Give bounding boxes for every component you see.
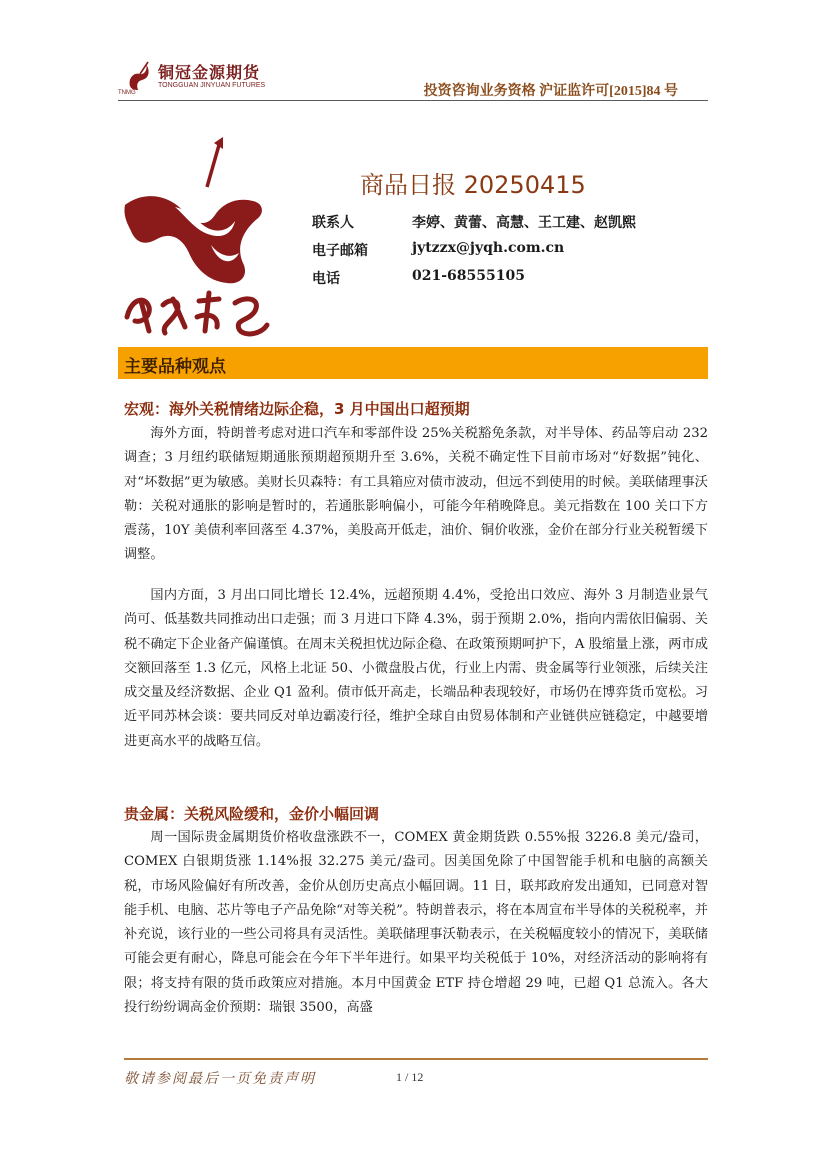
logo-abbr: TNMG — [118, 90, 136, 96]
header-divider — [118, 100, 708, 101]
footer-divider — [124, 1058, 708, 1060]
phone-label: 电话 — [312, 271, 340, 287]
page-number: 1 / 12 — [396, 1070, 424, 1084]
emblem-graphic-icon — [115, 135, 285, 345]
precious-metals-heading: 贵金属：关税风险缓和，金价小幅回调 — [124, 805, 380, 823]
macro-paragraph-overseas: 海外方面，特朗普考虑对进口汽车和零部件设 25%关税豁免条款，对半导体、药品等启动 232 调查；3 月纽约联储短期通胀预期超预期升至 3.6%，关税不确定性下目前市场对“好数据”钝化、对“坏数据”更为敏感。美财长贝森特：有工具箱应对债市波动，但远不到使用的时候。美联储理事沃勒：关税对通胀的影响是暂时的，若通胀影响偏小，可能今年稍晚降息。美元指数在 100 关口下方震荡，10Y 美债利率回落至 4.37%，美股高开低走，油价、铜价收涨，金价在部分行业关税暂缓下调整。 — [124, 426, 708, 563]
license-text: 投资咨询业务资格 沪证监许可[2015]84 号 — [423, 84, 678, 99]
company-emblem — [115, 135, 285, 345]
phone-value: 021-68555105 — [412, 268, 525, 284]
email-value[interactable]: jytzzx@jyqh.com.cn — [412, 240, 565, 256]
section-header-bar — [118, 347, 708, 379]
contact-label: 联系人 — [312, 215, 354, 231]
logo-name-en: TONGGUAN JINYUAN FUTURES — [158, 82, 266, 89]
contact-names: 李婷、黄蕾、高慧、王工建、赵凯熙 — [412, 215, 636, 231]
macro-heading: 宏观：海外关税情绪边际企稳，3 月中国出口超预期 — [124, 400, 470, 418]
macro-paragraph-domestic: 国内方面，3 月出口同比增长 12.4%，远超预期 4.4%，受抢出口效应、海外 3 月制造业景气尚可、低基数共同推动出口走强；而 3 月进口下降 4.3%，弱于预期 2.0%，指向内需依旧偏弱、关税不确定下企业备产偏谨慎。在周末关税担忧边际企稳、在政策预期呵护下，A 股缩量上涨，两市成交额回落至 1.3 亿元，风格上北证 50、小微盘股占优，行业上内需、贵金属等行业领涨，后续关注成交量及经济数据、企业 Q1 盈利。债市低开高走，长端品种表现较好，市场仍在博弈货币宽松。习近平同苏林会谈：要共同反对单边霸凌行径，维护全球自由贸易体制和产业链供应链稳定，中越要增进更高水平的战略互信。 — [124, 588, 708, 749]
company-logo — [118, 58, 278, 100]
email-label: 电子邮箱 — [312, 243, 368, 259]
section-header-title: 主要品种观点 — [124, 357, 226, 377]
report-title: 商品日报 20250415 — [360, 171, 586, 199]
precious-metals-paragraph: 周一国际贵金属期货价格收盘涨跌不一，COMEX 黄金期货跌 0.55%报 3226.8 美元/盎司，COMEX 白银期货涨 1.14%报 32.275 美元/盎司。因美国免除了中国智能手机和电脑的高额关税，市场风险偏好有所改善，金价从创历史高点小幅回调。11 日，联邦政府发出通知，已同意对智能手机、电脑、芯片等电子产品免除“对等关税”。特朗普表示，将在本周宣布半导体的关税税率，并补充说，该行业的一些公司将具有灵活性。美联储理事沃勒表示，在关税幅度较小的情况下，美联储可能会更有耐心，降息可能会在今年下半年进行。如果平均关税低于 10%，对经济活动的影响将有限；将支持有限的货币政策应对措施。本月中国黄金 ETF 持仓增超 29 吨，已超 Q1 总流入。各大投行纷纷调高金价预期：瑞银 3500，高盛 — [124, 830, 708, 1016]
logo-name-cn: 铜冠金源期货 — [158, 63, 261, 82]
footer-disclaimer: 敬请参阅最后一页免责声明 — [124, 1071, 316, 1087]
logo-mark-icon — [126, 60, 152, 92]
